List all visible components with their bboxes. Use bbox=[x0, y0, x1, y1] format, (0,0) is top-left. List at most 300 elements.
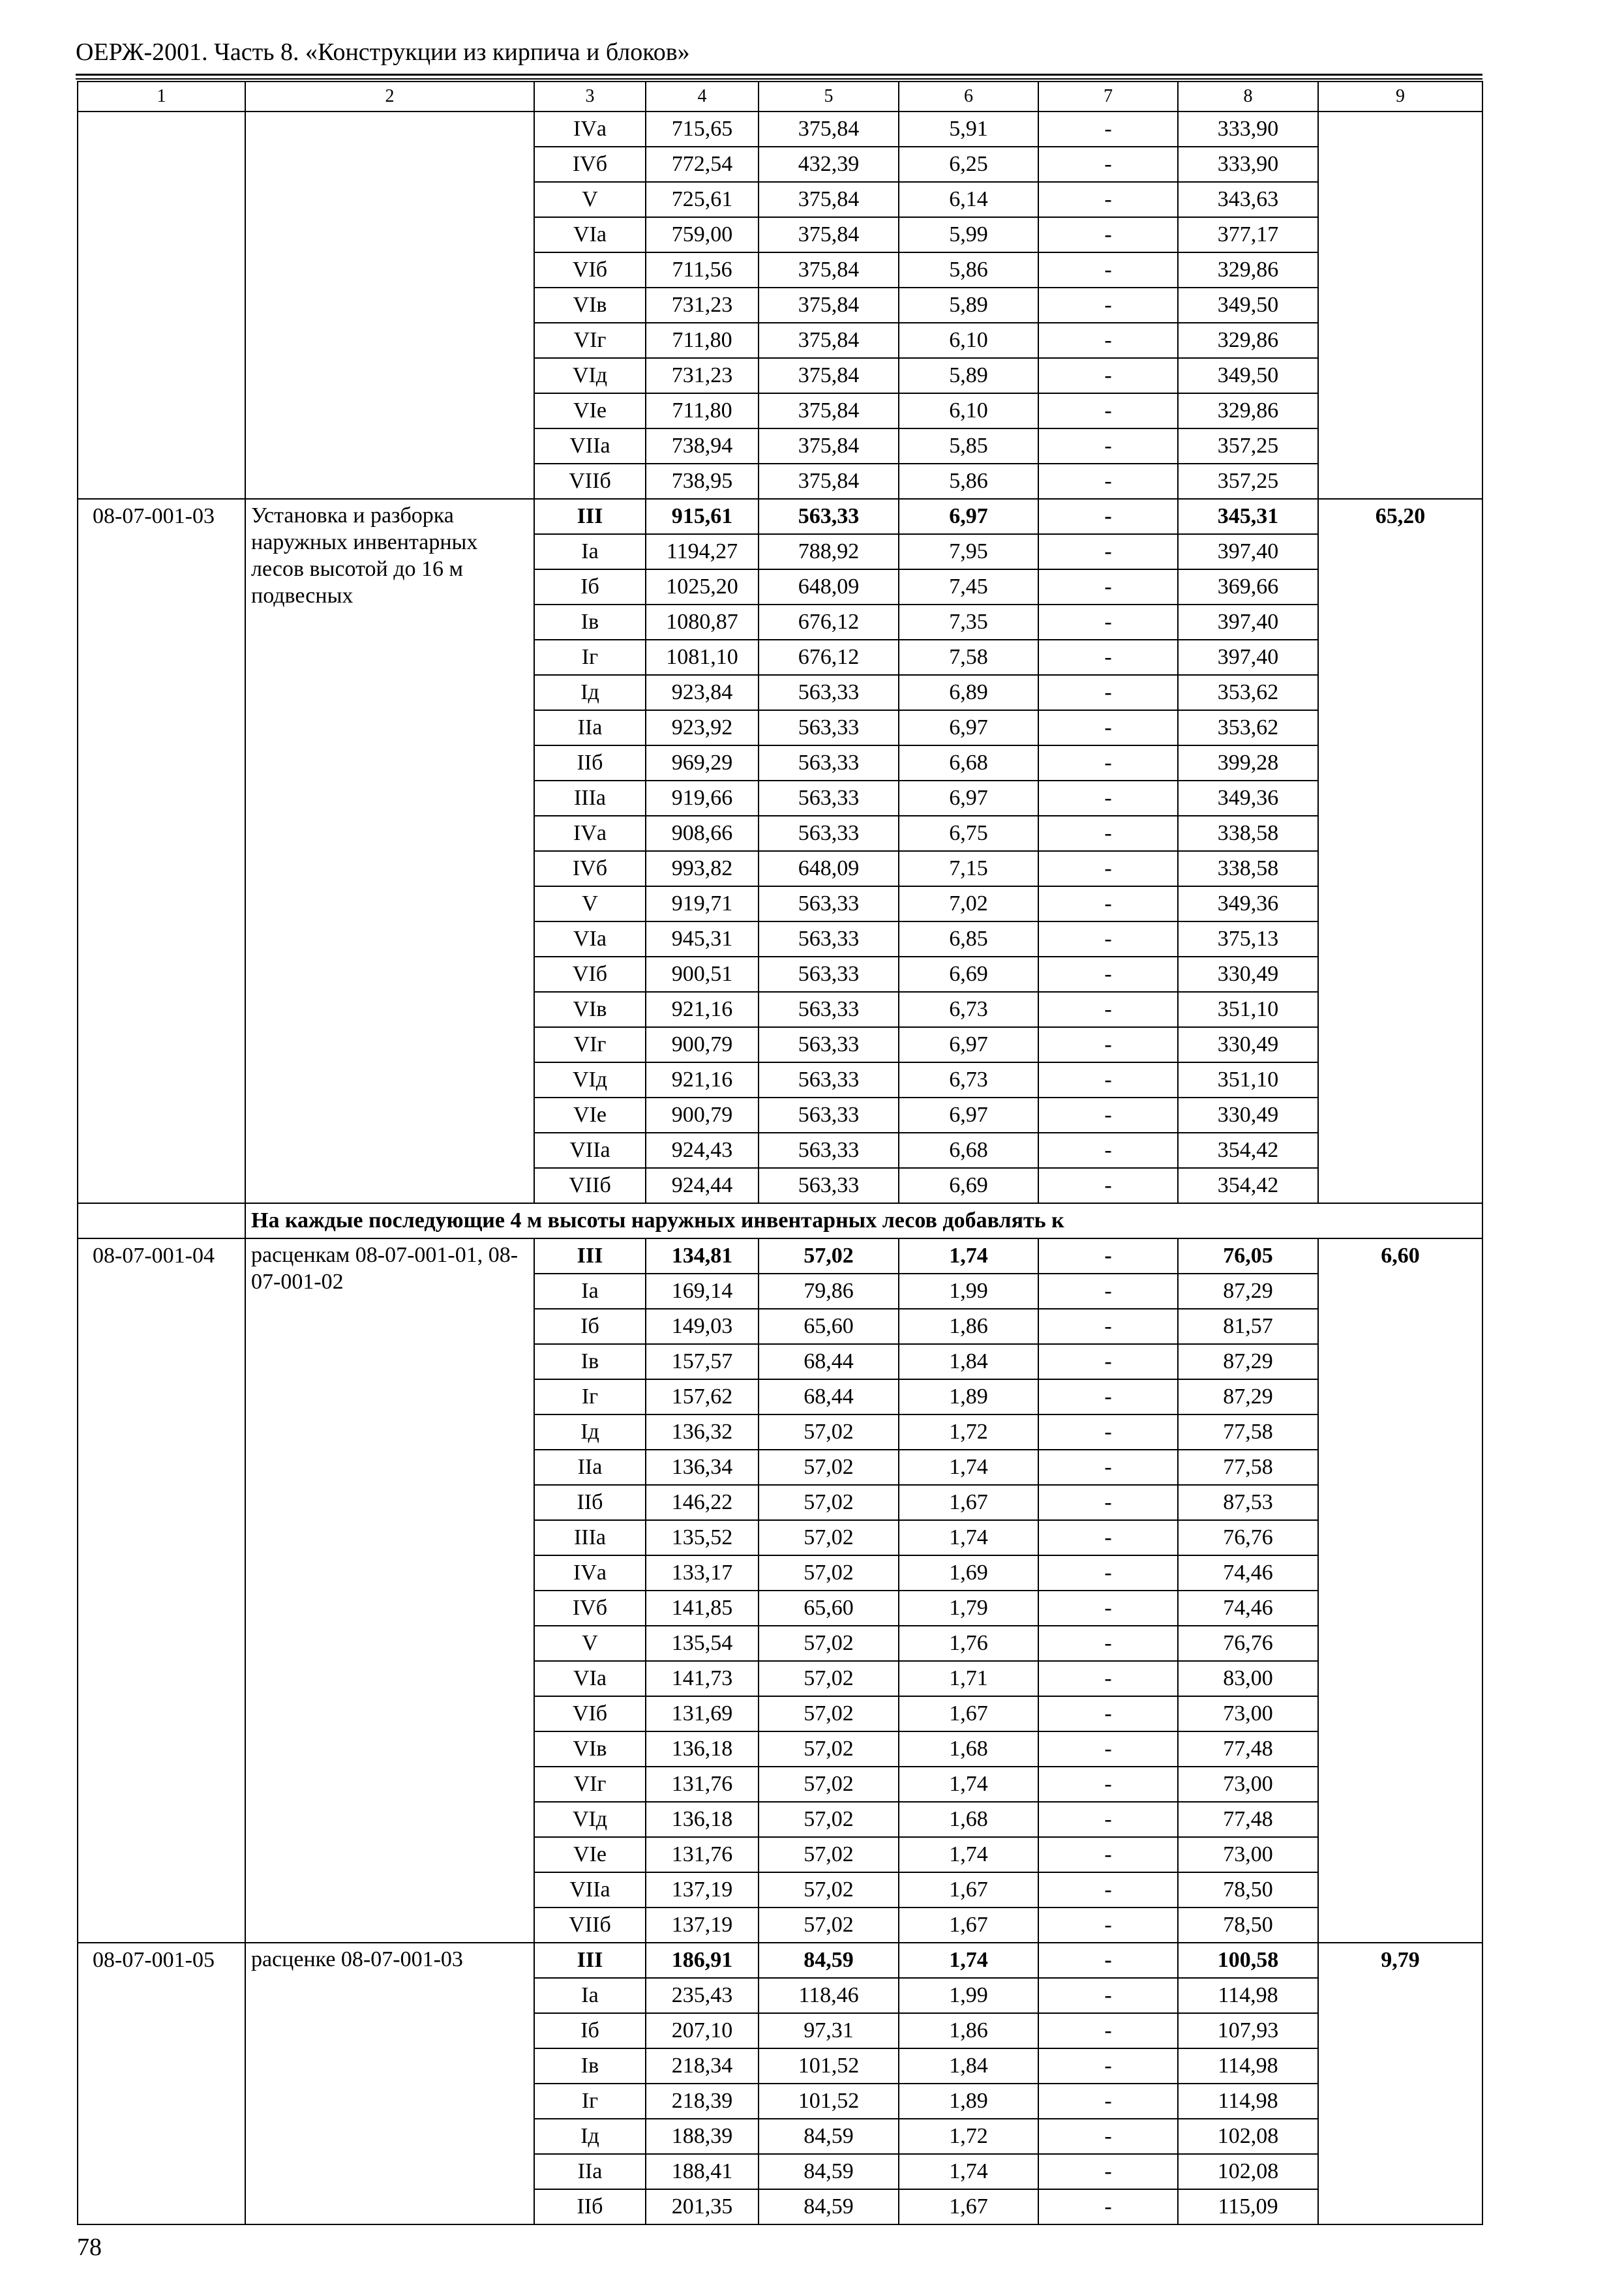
machine-cost-cell: 6,14 bbox=[899, 182, 1038, 217]
region-code-cell: VIв bbox=[534, 288, 646, 323]
machine-cost-cell: 1,74 bbox=[899, 2154, 1038, 2189]
region-code-cell: Iд bbox=[534, 675, 646, 710]
machine-cost-cell: 5,89 bbox=[899, 288, 1038, 323]
labor-cost-cell: 648,09 bbox=[759, 851, 899, 886]
materials-cost-cell: 333,90 bbox=[1178, 112, 1318, 147]
machine-cost-cell: 1,86 bbox=[899, 2013, 1038, 2048]
column-number: 2 bbox=[245, 82, 534, 112]
direct-cost-cell: 924,44 bbox=[646, 1168, 759, 1203]
labor-cost-cell: 57,02 bbox=[759, 1837, 899, 1872]
materials-cost-cell: 377,17 bbox=[1178, 217, 1318, 252]
region-code-cell: Iг bbox=[534, 2084, 646, 2119]
column-number: 6 bbox=[899, 82, 1038, 112]
column-number: 7 bbox=[1038, 82, 1178, 112]
labor-cost-cell: 57,02 bbox=[759, 1802, 899, 1837]
materials-cost-cell: 399,28 bbox=[1178, 745, 1318, 781]
direct-cost-cell: 218,39 bbox=[646, 2084, 759, 2119]
materials-cost-cell: 397,40 bbox=[1178, 605, 1318, 640]
materials-cost-cell: 78,50 bbox=[1178, 1908, 1318, 1943]
materials-cost-cell: 87,29 bbox=[1178, 1344, 1318, 1379]
column-number: 4 bbox=[646, 82, 759, 112]
driver-wage-cell: - bbox=[1038, 1344, 1178, 1379]
labor-cost-cell: 563,33 bbox=[759, 675, 899, 710]
machine-cost-cell: 5,86 bbox=[899, 252, 1038, 288]
materials-cost-cell: 349,36 bbox=[1178, 886, 1318, 921]
machine-cost-cell: 1,67 bbox=[899, 1872, 1038, 1908]
driver-wage-cell: - bbox=[1038, 992, 1178, 1027]
region-code-cell: VIе bbox=[534, 1837, 646, 1872]
machine-cost-cell: 1,67 bbox=[899, 1485, 1038, 1520]
materials-cost-cell: 345,31 bbox=[1178, 499, 1318, 534]
labor-cost-cell: 57,02 bbox=[759, 1450, 899, 1485]
region-code-cell: IVа bbox=[534, 1555, 646, 1591]
direct-cost-cell: 921,16 bbox=[646, 1062, 759, 1098]
direct-cost-cell: 725,61 bbox=[646, 182, 759, 217]
region-code-cell: VIв bbox=[534, 992, 646, 1027]
labor-cost-cell: 57,02 bbox=[759, 1696, 899, 1731]
driver-wage-cell: - bbox=[1038, 640, 1178, 675]
labor-hours-cell: 65,20 bbox=[1318, 499, 1482, 1203]
region-code-cell: VIг bbox=[534, 1027, 646, 1062]
region-code-cell: V bbox=[534, 182, 646, 217]
machine-cost-cell: 1,86 bbox=[899, 1309, 1038, 1344]
driver-wage-cell: - bbox=[1038, 358, 1178, 393]
driver-wage-cell: - bbox=[1038, 1379, 1178, 1414]
region-code-cell: Iа bbox=[534, 1978, 646, 2013]
region-code-cell: VIа bbox=[534, 1661, 646, 1696]
region-code-cell: VIа bbox=[534, 921, 646, 957]
driver-wage-cell: - bbox=[1038, 1908, 1178, 1943]
machine-cost-cell: 7,58 bbox=[899, 640, 1038, 675]
machine-cost-cell: 7,45 bbox=[899, 569, 1038, 605]
direct-cost-cell: 711,80 bbox=[646, 393, 759, 428]
region-code-cell: Iа bbox=[534, 1274, 646, 1309]
driver-wage-cell: - bbox=[1038, 1062, 1178, 1098]
labor-cost-cell: 563,33 bbox=[759, 921, 899, 957]
direct-cost-cell: 141,73 bbox=[646, 1661, 759, 1696]
region-code-cell: VIIа bbox=[534, 428, 646, 464]
driver-wage-cell: - bbox=[1038, 534, 1178, 569]
machine-cost-cell: 7,35 bbox=[899, 605, 1038, 640]
driver-wage-cell: - bbox=[1038, 1978, 1178, 2013]
region-code-cell: VIд bbox=[534, 1062, 646, 1098]
materials-cost-cell: 74,46 bbox=[1178, 1591, 1318, 1626]
machine-cost-cell: 6,75 bbox=[899, 816, 1038, 851]
materials-cost-cell: 114,98 bbox=[1178, 2048, 1318, 2084]
labor-cost-cell: 57,02 bbox=[759, 1555, 899, 1591]
labor-cost-cell: 84,59 bbox=[759, 2119, 899, 2154]
machine-cost-cell: 1,71 bbox=[899, 1661, 1038, 1696]
direct-cost-cell: 136,18 bbox=[646, 1802, 759, 1837]
machine-cost-cell: 1,72 bbox=[899, 1414, 1038, 1450]
labor-cost-cell: 375,84 bbox=[759, 358, 899, 393]
materials-cost-cell: 397,40 bbox=[1178, 534, 1318, 569]
region-code-cell: VIе bbox=[534, 1098, 646, 1133]
table-row bbox=[78, 499, 1482, 534]
machine-cost-cell: 6,10 bbox=[899, 393, 1038, 428]
direct-cost-cell: 759,00 bbox=[646, 217, 759, 252]
materials-cost-cell: 343,63 bbox=[1178, 182, 1318, 217]
materials-cost-cell: 330,49 bbox=[1178, 1098, 1318, 1133]
region-code-cell: Iв bbox=[534, 605, 646, 640]
region-code-cell: III bbox=[534, 499, 646, 534]
materials-cost-cell: 375,13 bbox=[1178, 921, 1318, 957]
machine-cost-cell: 7,15 bbox=[899, 851, 1038, 886]
table-row bbox=[78, 1943, 1482, 1978]
direct-cost-cell: 131,76 bbox=[646, 1767, 759, 1802]
labor-cost-cell: 57,02 bbox=[759, 1485, 899, 1520]
region-code-cell: VIIа bbox=[534, 1872, 646, 1908]
page-number: 78 bbox=[77, 2234, 102, 2261]
materials-cost-cell: 349,50 bbox=[1178, 288, 1318, 323]
machine-cost-cell: 6,97 bbox=[899, 710, 1038, 745]
labor-cost-cell: 375,84 bbox=[759, 428, 899, 464]
materials-cost-cell: 73,00 bbox=[1178, 1696, 1318, 1731]
driver-wage-cell: - bbox=[1038, 2189, 1178, 2224]
driver-wage-cell: - bbox=[1038, 112, 1178, 147]
rate-code-cell: 08-07-001-03 bbox=[78, 499, 245, 1203]
driver-wage-cell: - bbox=[1038, 217, 1178, 252]
labor-cost-cell: 57,02 bbox=[759, 1908, 899, 1943]
column-number: 5 bbox=[759, 82, 899, 112]
direct-cost-cell: 218,34 bbox=[646, 2048, 759, 2084]
rate-code-cell: 08-07-001-04 bbox=[78, 1238, 245, 1943]
materials-cost-cell: 338,58 bbox=[1178, 816, 1318, 851]
direct-cost-cell: 969,29 bbox=[646, 745, 759, 781]
driver-wage-cell: - bbox=[1038, 428, 1178, 464]
direct-cost-cell: 137,19 bbox=[646, 1872, 759, 1908]
direct-cost-cell: 1025,20 bbox=[646, 569, 759, 605]
region-code-cell: VIд bbox=[534, 1802, 646, 1837]
materials-cost-cell: 87,29 bbox=[1178, 1379, 1318, 1414]
machine-cost-cell: 1,72 bbox=[899, 2119, 1038, 2154]
region-code-cell: Iд bbox=[534, 2119, 646, 2154]
labor-cost-cell: 676,12 bbox=[759, 640, 899, 675]
driver-wage-cell: - bbox=[1038, 921, 1178, 957]
labor-hours-cell bbox=[1318, 112, 1482, 499]
driver-wage-cell: - bbox=[1038, 288, 1178, 323]
driver-wage-cell: - bbox=[1038, 781, 1178, 816]
machine-cost-cell: 6,69 bbox=[899, 1168, 1038, 1203]
labor-cost-cell: 563,33 bbox=[759, 886, 899, 921]
labor-hours-cell: 9,79 bbox=[1318, 1943, 1482, 2224]
materials-cost-cell: 353,62 bbox=[1178, 710, 1318, 745]
driver-wage-cell: - bbox=[1038, 1274, 1178, 1309]
labor-cost-cell: 563,33 bbox=[759, 992, 899, 1027]
driver-wage-cell: - bbox=[1038, 182, 1178, 217]
rate-code-cell: 08-07-001-05 bbox=[78, 1943, 245, 2224]
labor-cost-cell: 563,33 bbox=[759, 1168, 899, 1203]
machine-cost-cell: 6,68 bbox=[899, 745, 1038, 781]
region-code-cell: VIд bbox=[534, 358, 646, 393]
region-code-cell: IVа bbox=[534, 112, 646, 147]
machine-cost-cell: 1,68 bbox=[899, 1802, 1038, 1837]
direct-cost-cell: 1194,27 bbox=[646, 534, 759, 569]
materials-cost-cell: 83,00 bbox=[1178, 1661, 1318, 1696]
driver-wage-cell: - bbox=[1038, 1168, 1178, 1203]
labor-cost-cell: 101,52 bbox=[759, 2048, 899, 2084]
machine-cost-cell: 6,10 bbox=[899, 323, 1038, 358]
labor-cost-cell: 84,59 bbox=[759, 2189, 899, 2224]
direct-cost-cell: 131,76 bbox=[646, 1837, 759, 1872]
work-description-cell: расценкам 08-07-001-01, 08-07-001-02 bbox=[245, 1238, 534, 1943]
region-code-cell: Iг bbox=[534, 1379, 646, 1414]
region-code-cell: VIб bbox=[534, 1696, 646, 1731]
labor-cost-cell: 375,84 bbox=[759, 182, 899, 217]
work-description-cell bbox=[245, 112, 534, 499]
driver-wage-cell: - bbox=[1038, 1837, 1178, 1872]
labor-cost-cell: 563,33 bbox=[759, 781, 899, 816]
materials-cost-cell: 349,36 bbox=[1178, 781, 1318, 816]
region-code-cell: IVб bbox=[534, 147, 646, 182]
driver-wage-cell: - bbox=[1038, 1872, 1178, 1908]
labor-cost-cell: 101,52 bbox=[759, 2084, 899, 2119]
machine-cost-cell: 5,85 bbox=[899, 428, 1038, 464]
direct-cost-cell: 715,65 bbox=[646, 112, 759, 147]
machine-cost-cell: 1,79 bbox=[899, 1591, 1038, 1626]
machine-cost-cell: 1,99 bbox=[899, 1978, 1038, 2013]
driver-wage-cell: - bbox=[1038, 2119, 1178, 2154]
work-description-cell: расценке 08-07-001-03 bbox=[245, 1943, 534, 2224]
region-code-cell: IVб bbox=[534, 851, 646, 886]
labor-cost-cell: 563,33 bbox=[759, 499, 899, 534]
region-code-cell: V bbox=[534, 886, 646, 921]
driver-wage-cell: - bbox=[1038, 393, 1178, 428]
driver-wage-cell: - bbox=[1038, 2048, 1178, 2084]
driver-wage-cell: - bbox=[1038, 252, 1178, 288]
machine-cost-cell: 6,97 bbox=[899, 1027, 1038, 1062]
materials-cost-cell: 351,10 bbox=[1178, 992, 1318, 1027]
direct-cost-cell: 1080,87 bbox=[646, 605, 759, 640]
machine-cost-cell: 6,89 bbox=[899, 675, 1038, 710]
labor-cost-cell: 676,12 bbox=[759, 605, 899, 640]
driver-wage-cell: - bbox=[1038, 323, 1178, 358]
labor-cost-cell: 57,02 bbox=[759, 1520, 899, 1555]
direct-cost-cell: 201,35 bbox=[646, 2189, 759, 2224]
machine-cost-cell: 1,67 bbox=[899, 2189, 1038, 2224]
region-code-cell: VIб bbox=[534, 957, 646, 992]
machine-cost-cell: 6,68 bbox=[899, 1133, 1038, 1168]
direct-cost-cell: 731,23 bbox=[646, 288, 759, 323]
region-code-cell: VIIб bbox=[534, 464, 646, 499]
direct-cost-cell: 135,54 bbox=[646, 1626, 759, 1661]
materials-cost-cell: 87,29 bbox=[1178, 1274, 1318, 1309]
note-row bbox=[78, 1203, 1482, 1238]
labor-cost-cell: 563,33 bbox=[759, 816, 899, 851]
labor-cost-cell: 563,33 bbox=[759, 1062, 899, 1098]
materials-cost-cell: 369,66 bbox=[1178, 569, 1318, 605]
materials-cost-cell: 329,86 bbox=[1178, 393, 1318, 428]
materials-cost-cell: 76,76 bbox=[1178, 1626, 1318, 1661]
region-code-cell: V bbox=[534, 1626, 646, 1661]
driver-wage-cell: - bbox=[1038, 1414, 1178, 1450]
machine-cost-cell: 1,74 bbox=[899, 1943, 1038, 1978]
region-code-cell: Iб bbox=[534, 569, 646, 605]
materials-cost-cell: 102,08 bbox=[1178, 2119, 1318, 2154]
labor-cost-cell: 65,60 bbox=[759, 1591, 899, 1626]
region-code-cell: VIв bbox=[534, 1731, 646, 1767]
materials-cost-cell: 357,25 bbox=[1178, 428, 1318, 464]
materials-cost-cell: 77,58 bbox=[1178, 1450, 1318, 1485]
machine-cost-cell: 1,67 bbox=[899, 1696, 1038, 1731]
materials-cost-cell: 338,58 bbox=[1178, 851, 1318, 886]
driver-wage-cell: - bbox=[1038, 1591, 1178, 1626]
labor-cost-cell: 375,84 bbox=[759, 464, 899, 499]
region-code-cell: IIб bbox=[534, 745, 646, 781]
labor-hours-cell: 6,60 bbox=[1318, 1238, 1482, 1943]
driver-wage-cell: - bbox=[1038, 886, 1178, 921]
region-code-cell: Iв bbox=[534, 2048, 646, 2084]
labor-cost-cell: 375,84 bbox=[759, 323, 899, 358]
labor-cost-cell: 432,39 bbox=[759, 147, 899, 182]
driver-wage-cell: - bbox=[1038, 1626, 1178, 1661]
direct-cost-cell: 711,80 bbox=[646, 323, 759, 358]
machine-cost-cell: 7,02 bbox=[899, 886, 1038, 921]
region-code-cell: VIе bbox=[534, 393, 646, 428]
labor-cost-cell: 563,33 bbox=[759, 1027, 899, 1062]
labor-cost-cell: 118,46 bbox=[759, 1978, 899, 2013]
materials-cost-cell: 87,53 bbox=[1178, 1485, 1318, 1520]
driver-wage-cell: - bbox=[1038, 1696, 1178, 1731]
direct-cost-cell: 738,94 bbox=[646, 428, 759, 464]
machine-cost-cell: 6,85 bbox=[899, 921, 1038, 957]
materials-cost-cell: 330,49 bbox=[1178, 1027, 1318, 1062]
direct-cost-cell: 738,95 bbox=[646, 464, 759, 499]
direct-cost-cell: 731,23 bbox=[646, 358, 759, 393]
materials-cost-cell: 353,62 bbox=[1178, 675, 1318, 710]
direct-cost-cell: 207,10 bbox=[646, 2013, 759, 2048]
labor-cost-cell: 68,44 bbox=[759, 1379, 899, 1414]
direct-cost-cell: 919,66 bbox=[646, 781, 759, 816]
labor-cost-cell: 57,02 bbox=[759, 1731, 899, 1767]
materials-cost-cell: 107,93 bbox=[1178, 2013, 1318, 2048]
labor-cost-cell: 57,02 bbox=[759, 1414, 899, 1450]
driver-wage-cell: - bbox=[1038, 1661, 1178, 1696]
materials-cost-cell: 77,48 bbox=[1178, 1802, 1318, 1837]
driver-wage-cell: - bbox=[1038, 710, 1178, 745]
machine-cost-cell: 6,69 bbox=[899, 957, 1038, 992]
driver-wage-cell: - bbox=[1038, 1731, 1178, 1767]
region-code-cell: IIIа bbox=[534, 781, 646, 816]
materials-cost-cell: 330,49 bbox=[1178, 957, 1318, 992]
direct-cost-cell: 923,92 bbox=[646, 710, 759, 745]
driver-wage-cell: - bbox=[1038, 1520, 1178, 1555]
machine-cost-cell: 7,95 bbox=[899, 534, 1038, 569]
region-code-cell: IIб bbox=[534, 1485, 646, 1520]
region-code-cell: Iд bbox=[534, 1414, 646, 1450]
region-code-cell: VIIа bbox=[534, 1133, 646, 1168]
driver-wage-cell: - bbox=[1038, 569, 1178, 605]
direct-cost-cell: 915,61 bbox=[646, 499, 759, 534]
materials-cost-cell: 102,08 bbox=[1178, 2154, 1318, 2189]
region-code-cell: IIа bbox=[534, 1450, 646, 1485]
direct-cost-cell: 186,91 bbox=[646, 1943, 759, 1978]
direct-cost-cell: 900,79 bbox=[646, 1098, 759, 1133]
materials-cost-cell: 357,25 bbox=[1178, 464, 1318, 499]
direct-cost-cell: 993,82 bbox=[646, 851, 759, 886]
region-code-cell: VIг bbox=[534, 1767, 646, 1802]
direct-cost-cell: 149,03 bbox=[646, 1309, 759, 1344]
region-code-cell: Iа bbox=[534, 534, 646, 569]
region-code-cell: IVб bbox=[534, 1591, 646, 1626]
driver-wage-cell: - bbox=[1038, 1767, 1178, 1802]
region-code-cell: VIг bbox=[534, 323, 646, 358]
machine-cost-cell: 6,73 bbox=[899, 1062, 1038, 1098]
direct-cost-cell: 921,16 bbox=[646, 992, 759, 1027]
labor-cost-cell: 57,02 bbox=[759, 1238, 899, 1274]
labor-cost-cell: 375,84 bbox=[759, 252, 899, 288]
direct-cost-cell: 188,39 bbox=[646, 2119, 759, 2154]
materials-cost-cell: 100,58 bbox=[1178, 1943, 1318, 1978]
direct-cost-cell: 146,22 bbox=[646, 1485, 759, 1520]
machine-cost-cell: 1,67 bbox=[899, 1908, 1038, 1943]
table-body bbox=[78, 82, 1482, 2224]
direct-cost-cell: 136,34 bbox=[646, 1450, 759, 1485]
materials-cost-cell: 81,57 bbox=[1178, 1309, 1318, 1344]
direct-cost-cell: 945,31 bbox=[646, 921, 759, 957]
driver-wage-cell: - bbox=[1038, 1309, 1178, 1344]
materials-cost-cell: 333,90 bbox=[1178, 147, 1318, 182]
labor-cost-cell: 375,84 bbox=[759, 393, 899, 428]
driver-wage-cell: - bbox=[1038, 1802, 1178, 1837]
driver-wage-cell: - bbox=[1038, 745, 1178, 781]
title-rule-thin bbox=[76, 78, 1482, 80]
direct-cost-cell: 919,71 bbox=[646, 886, 759, 921]
materials-cost-cell: 77,58 bbox=[1178, 1414, 1318, 1450]
driver-wage-cell: - bbox=[1038, 1485, 1178, 1520]
direct-cost-cell: 1081,10 bbox=[646, 640, 759, 675]
labor-cost-cell: 57,02 bbox=[759, 1872, 899, 1908]
machine-cost-cell: 1,69 bbox=[899, 1555, 1038, 1591]
materials-cost-cell: 78,50 bbox=[1178, 1872, 1318, 1908]
materials-cost-cell: 77,48 bbox=[1178, 1731, 1318, 1767]
driver-wage-cell: - bbox=[1038, 957, 1178, 992]
column-number: 3 bbox=[534, 82, 646, 112]
machine-cost-cell: 5,89 bbox=[899, 358, 1038, 393]
driver-wage-cell: - bbox=[1038, 1450, 1178, 1485]
region-code-cell: VIIб bbox=[534, 1168, 646, 1203]
labor-cost-cell: 84,59 bbox=[759, 2154, 899, 2189]
document-title: ОЕРЖ-2001. Часть 8. «Конструкции из кирпича и блоков» bbox=[76, 38, 690, 66]
labor-cost-cell: 68,44 bbox=[759, 1344, 899, 1379]
region-code-cell: IIа bbox=[534, 710, 646, 745]
materials-cost-cell: 114,98 bbox=[1178, 1978, 1318, 2013]
rates-table bbox=[77, 81, 1483, 2225]
driver-wage-cell: - bbox=[1038, 816, 1178, 851]
region-code-cell: Iб bbox=[534, 1309, 646, 1344]
driver-wage-cell: - bbox=[1038, 605, 1178, 640]
region-code-cell: IIб bbox=[534, 2189, 646, 2224]
driver-wage-cell: - bbox=[1038, 675, 1178, 710]
direct-cost-cell: 136,18 bbox=[646, 1731, 759, 1767]
direct-cost-cell: 169,14 bbox=[646, 1274, 759, 1309]
table-row bbox=[78, 1238, 1482, 1274]
region-code-cell: IIIа bbox=[534, 1520, 646, 1555]
table-row bbox=[78, 112, 1482, 147]
labor-cost-cell: 57,02 bbox=[759, 1626, 899, 1661]
driver-wage-cell: - bbox=[1038, 1943, 1178, 1978]
region-code-cell: Iг bbox=[534, 640, 646, 675]
materials-cost-cell: 114,98 bbox=[1178, 2084, 1318, 2119]
driver-wage-cell: - bbox=[1038, 2084, 1178, 2119]
machine-cost-cell: 1,84 bbox=[899, 2048, 1038, 2084]
materials-cost-cell: 354,42 bbox=[1178, 1133, 1318, 1168]
machine-cost-cell: 5,91 bbox=[899, 112, 1038, 147]
direct-cost-cell: 157,57 bbox=[646, 1344, 759, 1379]
direct-cost-cell: 141,85 bbox=[646, 1591, 759, 1626]
labor-cost-cell: 563,33 bbox=[759, 710, 899, 745]
driver-wage-cell: - bbox=[1038, 464, 1178, 499]
